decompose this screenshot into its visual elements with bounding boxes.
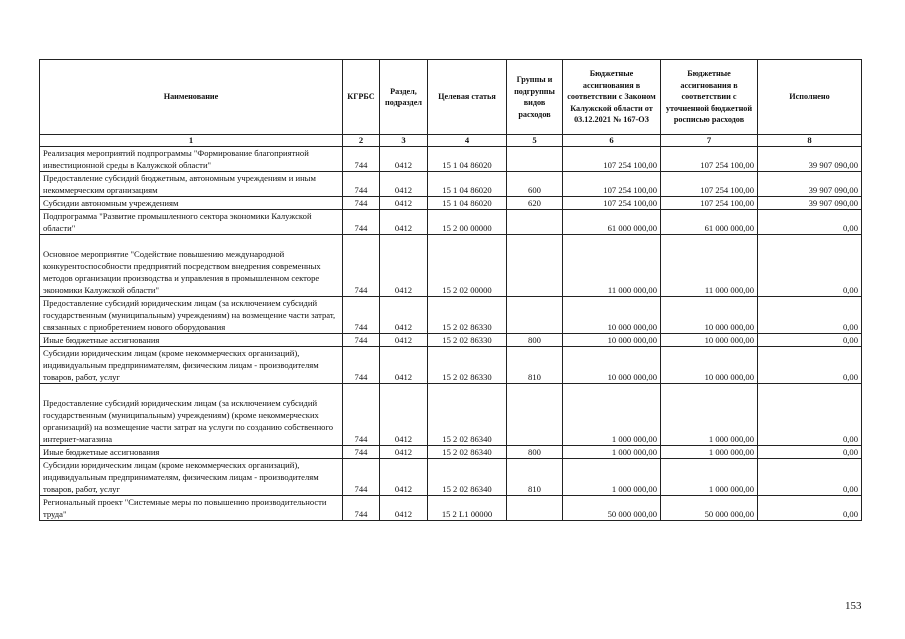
table-row: [40, 235, 862, 297]
column-number: 8: [758, 135, 862, 147]
row-name: Региональный проект "Системные меры по повышению производительности труда": [40, 496, 343, 521]
table-row: [40, 210, 862, 235]
row-done-amount: 0,00: [758, 459, 862, 496]
row-name: Иные бюджетные ассигнования: [40, 446, 343, 459]
column-number: 4: [428, 135, 507, 147]
row-law-amount: 107 254 100,00: [563, 172, 661, 197]
row-name: Предоставление субсидий бюджетным, автономным учреждениям и иным некоммерческим организациям: [40, 172, 343, 197]
row-section: 0412: [380, 347, 428, 384]
table-row: [40, 172, 862, 197]
row-kgrbs: 744: [343, 197, 380, 210]
row-kgrbs: 744: [343, 459, 380, 496]
column-number: 2: [343, 135, 380, 147]
header-done: Исполнено: [758, 60, 862, 135]
row-section: 0412: [380, 297, 428, 334]
row-target: 15 1 04 86020: [428, 147, 507, 172]
row-done-amount: 39 907 090,00: [758, 147, 862, 172]
table-row: [40, 384, 862, 446]
row-group: 810: [507, 347, 563, 384]
budget-table: [39, 59, 862, 521]
row-target: 15 2 02 00000: [428, 235, 507, 297]
row-law-amount: 1 000 000,00: [563, 384, 661, 446]
row-group: [507, 210, 563, 235]
row-kgrbs: 744: [343, 235, 380, 297]
table-row: [40, 446, 862, 459]
table-row: [40, 197, 862, 210]
table-row: [40, 297, 862, 334]
row-law-amount: 61 000 000,00: [563, 210, 661, 235]
row-refined-amount: 10 000 000,00: [661, 297, 758, 334]
row-done-amount: 0,00: [758, 297, 862, 334]
row-kgrbs: 744: [343, 147, 380, 172]
row-kgrbs: 744: [343, 384, 380, 446]
row-name: Субсидии автономным учреждениям: [40, 197, 343, 210]
header-law: Бюджетные ассигнования в соответствии с Законом Калужской области от 03.12.2021 № 167-ОЗ: [563, 60, 661, 135]
row-refined-amount: 11 000 000,00: [661, 235, 758, 297]
row-law-amount: 10 000 000,00: [563, 334, 661, 347]
row-done-amount: 39 907 090,00: [758, 172, 862, 197]
row-group: 620: [507, 197, 563, 210]
row-section: 0412: [380, 147, 428, 172]
row-kgrbs: 744: [343, 347, 380, 384]
header-kgrbs: КГРБС: [343, 60, 380, 135]
column-number: 1: [40, 135, 343, 147]
header-refined: Бюджетные ассигнования в соответствии с уточненной бюджетной росписью расходов: [661, 60, 758, 135]
page-number: 153: [845, 600, 862, 612]
row-section: 0412: [380, 496, 428, 521]
row-done-amount: 0,00: [758, 446, 862, 459]
column-numbers-row: [40, 135, 862, 147]
row-name: Предоставление субсидий юридическим лицам (за исключением субсидий государственным (муниципальным) учреждениям) (кроме некоммерческих организаций) на возмещение части затрат на услуги по созданию собственного интернет-магазина: [40, 384, 343, 446]
header-target: Целевая статья: [428, 60, 507, 135]
row-name: Реализация мероприятий подпрограммы "Формирование благоприятной инвестиционной среды в Калужской области": [40, 147, 343, 172]
row-law-amount: 107 254 100,00: [563, 197, 661, 210]
row-target: 15 2 02 86340: [428, 384, 507, 446]
header-groups: Группы и подгруппы видов расходов: [507, 60, 563, 135]
row-refined-amount: 107 254 100,00: [661, 147, 758, 172]
row-kgrbs: 744: [343, 210, 380, 235]
row-name: Субсидии юридическим лицам (кроме некоммерческих организаций), индивидуальным предпринимателям, физическим лицам - производителям товаров, работ, услуг: [40, 347, 343, 384]
row-refined-amount: 50 000 000,00: [661, 496, 758, 521]
row-refined-amount: 10 000 000,00: [661, 347, 758, 384]
header-section: Раздел, подраздел: [380, 60, 428, 135]
row-law-amount: 107 254 100,00: [563, 147, 661, 172]
row-law-amount: 10 000 000,00: [563, 347, 661, 384]
row-section: 0412: [380, 446, 428, 459]
row-group: [507, 297, 563, 334]
row-refined-amount: 61 000 000,00: [661, 210, 758, 235]
row-law-amount: 11 000 000,00: [563, 235, 661, 297]
row-done-amount: 0,00: [758, 347, 862, 384]
column-number: 5: [507, 135, 563, 147]
row-section: 0412: [380, 172, 428, 197]
row-target: 15 2 L1 00000: [428, 496, 507, 521]
row-law-amount: 1 000 000,00: [563, 459, 661, 496]
header-row: [40, 60, 862, 135]
row-section: 0412: [380, 197, 428, 210]
row-group: [507, 496, 563, 521]
row-done-amount: 0,00: [758, 334, 862, 347]
row-done-amount: 0,00: [758, 210, 862, 235]
row-section: 0412: [380, 459, 428, 496]
row-group: 810: [507, 459, 563, 496]
row-group: 800: [507, 334, 563, 347]
row-target: 15 2 02 86340: [428, 459, 507, 496]
row-done-amount: 0,00: [758, 496, 862, 521]
column-number: 7: [661, 135, 758, 147]
row-target: 15 2 00 00000: [428, 210, 507, 235]
row-refined-amount: 10 000 000,00: [661, 334, 758, 347]
row-name: Иные бюджетные ассигнования: [40, 334, 343, 347]
row-target: 15 1 04 86020: [428, 172, 507, 197]
row-refined-amount: 1 000 000,00: [661, 384, 758, 446]
row-refined-amount: 1 000 000,00: [661, 446, 758, 459]
row-law-amount: 1 000 000,00: [563, 446, 661, 459]
row-section: 0412: [380, 210, 428, 235]
row-kgrbs: 744: [343, 496, 380, 521]
row-section: 0412: [380, 235, 428, 297]
row-kgrbs: 744: [343, 446, 380, 459]
row-kgrbs: 744: [343, 334, 380, 347]
row-refined-amount: 107 254 100,00: [661, 197, 758, 210]
row-group: [507, 147, 563, 172]
row-target: 15 2 02 86330: [428, 334, 507, 347]
row-refined-amount: 1 000 000,00: [661, 459, 758, 496]
row-law-amount: 50 000 000,00: [563, 496, 661, 521]
row-name: Основное мероприятие "Содействие повышению международной конкурентоспособности предприятий посредством внедрения современных методов организации производства и управления в промышленном секторе экономики Калужской области": [40, 235, 343, 297]
row-refined-amount: 107 254 100,00: [661, 172, 758, 197]
header-name: Наименование: [40, 60, 343, 135]
row-kgrbs: 744: [343, 297, 380, 334]
row-name: Субсидии юридическим лицам (кроме некоммерческих организаций), индивидуальным предпринимателям, физическим лицам - производителям товаров, работ, услуг: [40, 459, 343, 496]
table-row: [40, 496, 862, 521]
table-row: [40, 459, 862, 496]
row-name: Подпрограмма "Развитие промышленного сектора экономики Калужской области": [40, 210, 343, 235]
row-target: 15 2 02 86330: [428, 347, 507, 384]
row-target: 15 2 02 86330: [428, 297, 507, 334]
row-law-amount: 10 000 000,00: [563, 297, 661, 334]
row-section: 0412: [380, 334, 428, 347]
row-done-amount: 0,00: [758, 384, 862, 446]
column-number: 6: [563, 135, 661, 147]
row-group: [507, 384, 563, 446]
table-row: [40, 347, 862, 384]
row-group: [507, 235, 563, 297]
table-row: [40, 147, 862, 172]
row-group: 600: [507, 172, 563, 197]
row-target: 15 1 04 86020: [428, 197, 507, 210]
row-name: Предоставление субсидий юридическим лицам (за исключением субсидий государственным (муниципальным) учреждениям) на возмещение части затрат, связанных с приобретением нового оборудования: [40, 297, 343, 334]
row-target: 15 2 02 86340: [428, 446, 507, 459]
row-group: 800: [507, 446, 563, 459]
column-number: 3: [380, 135, 428, 147]
row-done-amount: 39 907 090,00: [758, 197, 862, 210]
row-done-amount: 0,00: [758, 235, 862, 297]
table-row: [40, 334, 862, 347]
row-section: 0412: [380, 384, 428, 446]
row-kgrbs: 744: [343, 172, 380, 197]
